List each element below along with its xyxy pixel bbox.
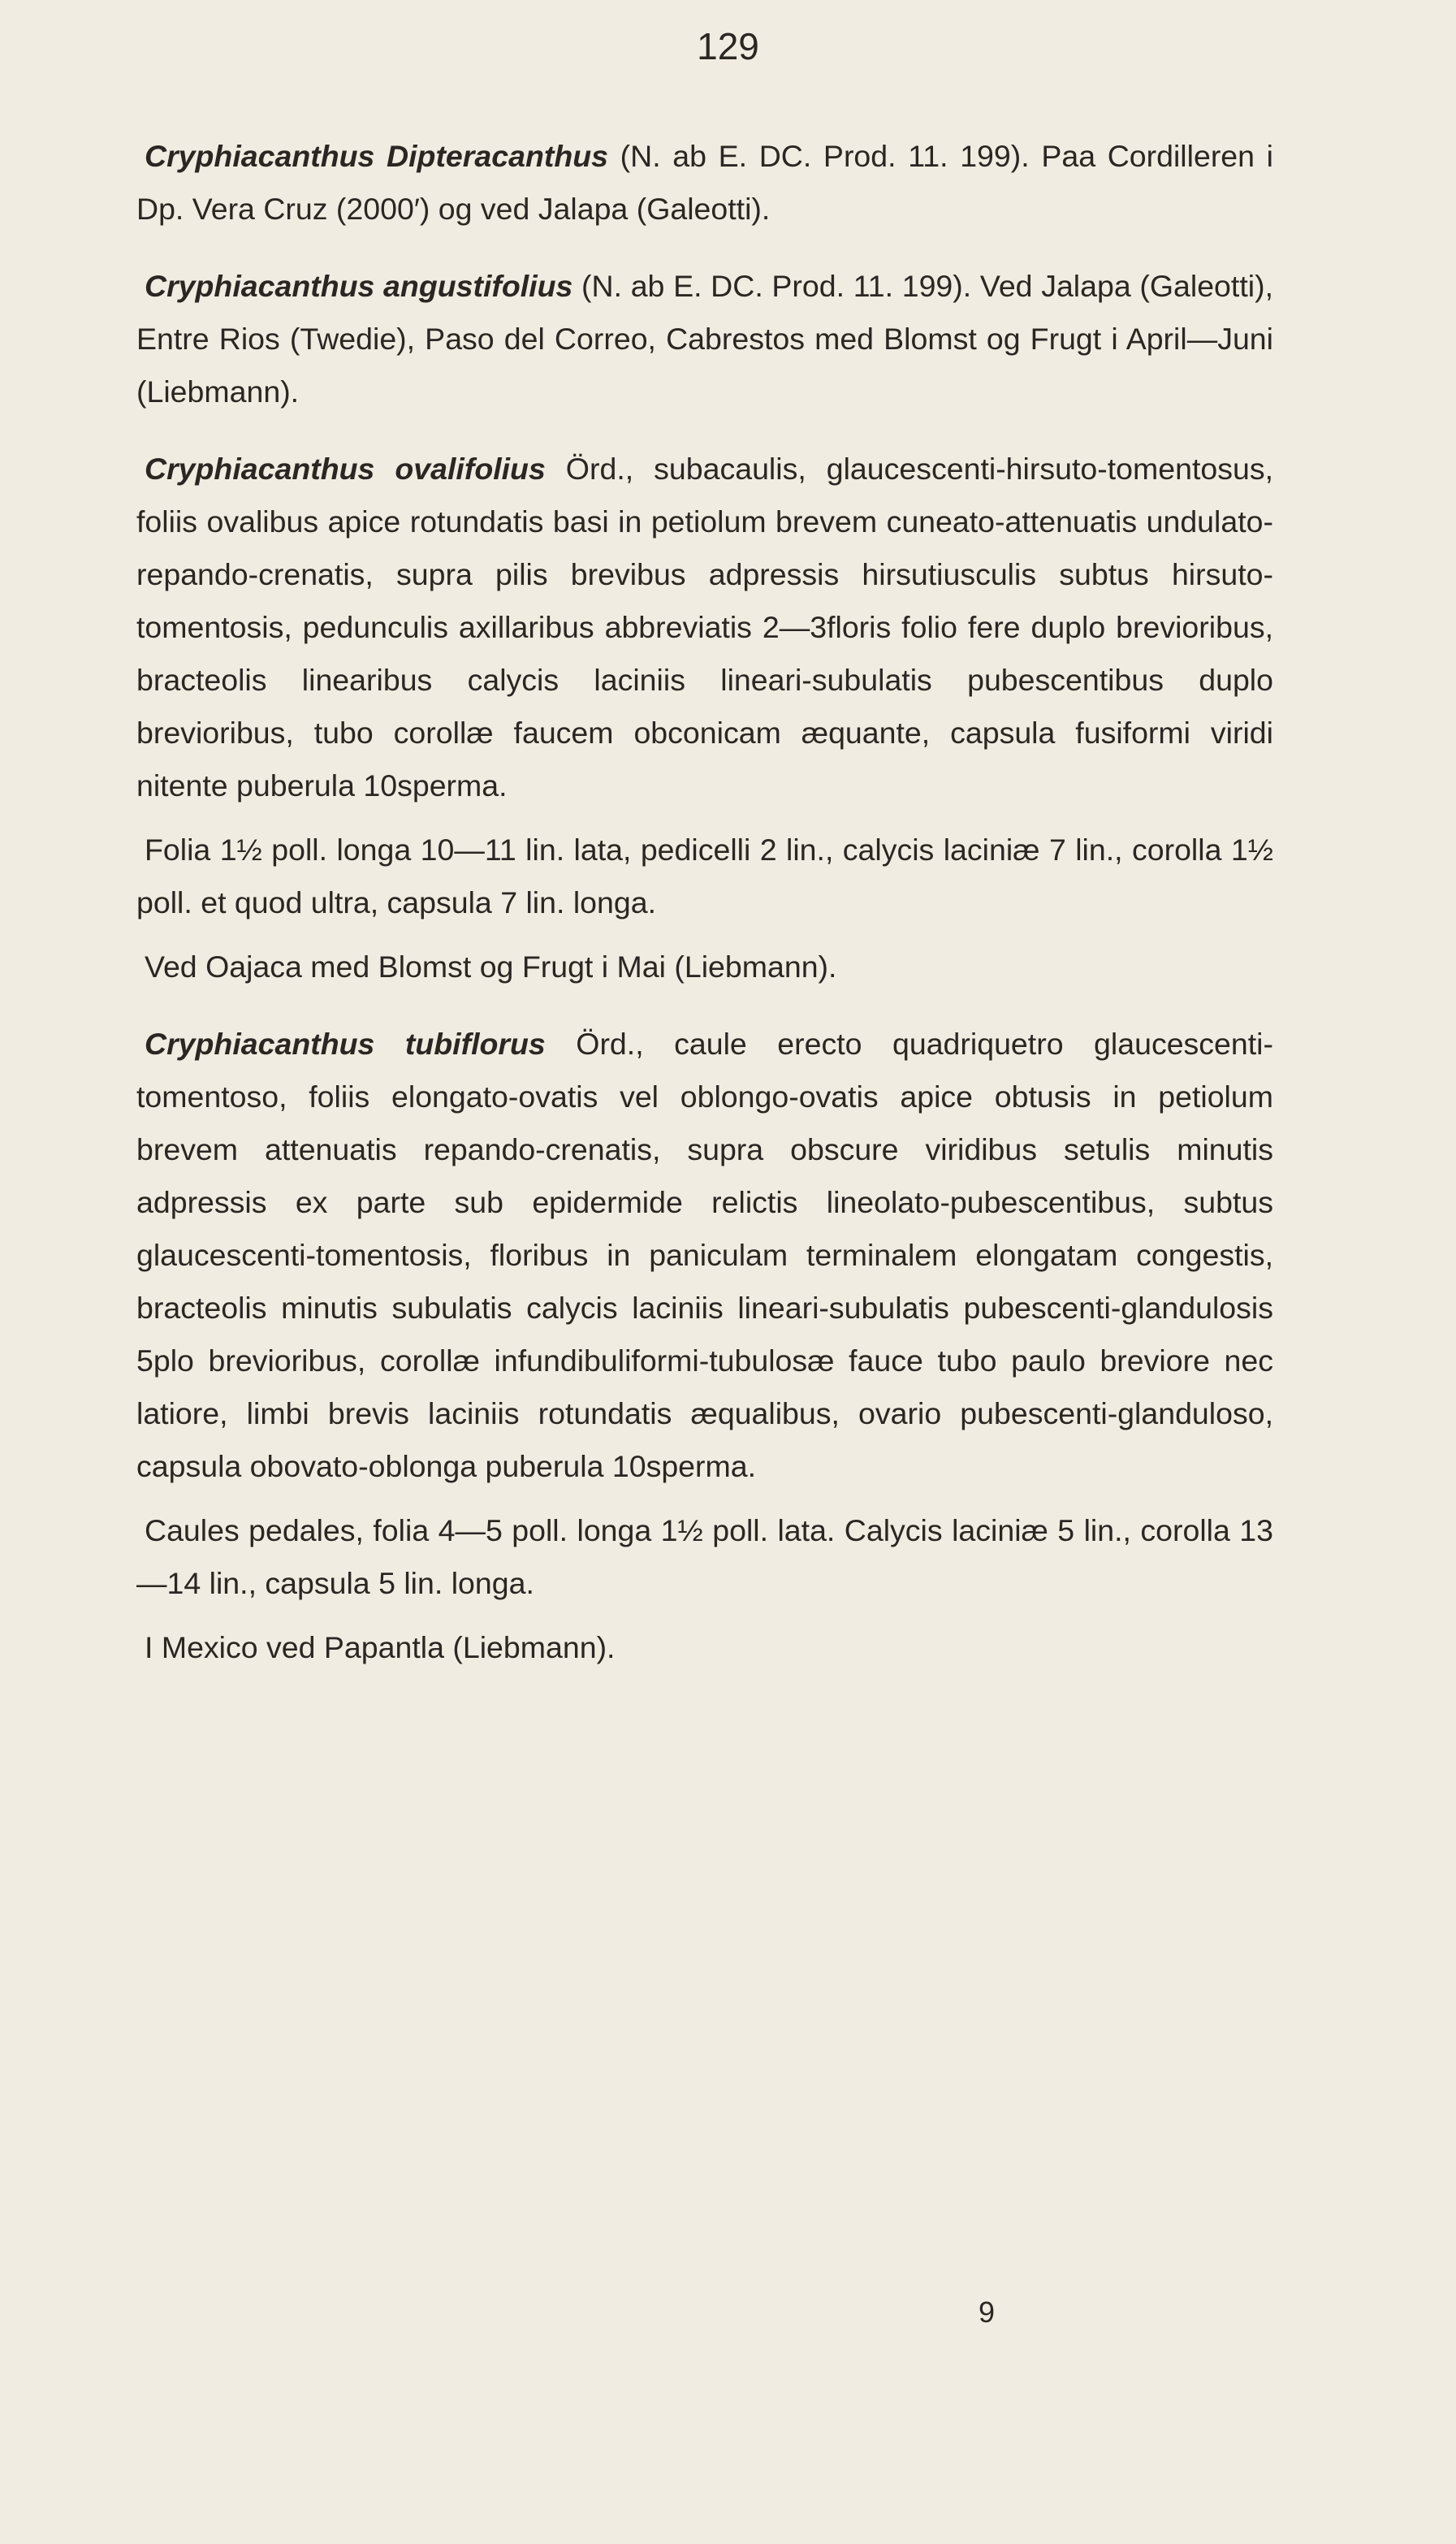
species-name: Cryphiacanthus angustifolius [145, 269, 573, 303]
text-body [136, 130, 1273, 1674]
entry-tubiflorus [136, 1018, 1273, 1674]
species-name: Cryphiacanthus tubiflorus [145, 1027, 546, 1061]
entry-measurements: Folia 1½ poll. longa 10—11 lin. lata, pedicelli 2 lin., calycis laciniæ 7 lin., corolla 1½ poll. et quod ultra, capsula 7 lin. longa. [136, 833, 1273, 919]
entry-paragraph [136, 260, 1273, 418]
species-citation: (N. ab E. DC. Prod. 11. 199). [608, 139, 1030, 173]
entry-locality: I Mexico ved Papantla (Liebmann). [145, 1630, 616, 1664]
entry-locality: Ved Oajaca med Blomst og Frugt i Mai (Liebmann). [145, 950, 837, 984]
entry-paragraph [136, 130, 1273, 236]
entry-measurements: Caules pedales, folia 4—5 poll. longa 1½ poll. lata. Calycis laciniæ 5 lin., corolla 13—14 lin., capsula 5 lin. longa. [136, 1513, 1273, 1600]
entry-diagnosis [136, 1018, 1273, 1493]
species-locality: Paa Cordilleren i Dp. Vera Cruz (2000′) og ved Jalapa (Galeotti). [136, 139, 1273, 226]
species-diagnosis: Örd., subacaulis, glaucescenti-hirsuto-tomentosus, foliis ovalibus apice rotundatis basi in petiolum brevem cuneato-attenuatis undulato-repando-crenatis, supra pilis brevibus adpressis hirsutiusculis subtus hirsuto-tomentosis, pedunculis axillaribus abbreviatis 2—3floris folio fere duplo brevioribus, bracteolis linearibus calycis laciniis lineari-subulatis pubescentibus duplo brevioribus, tubo corollæ faucem obconicam æquante, capsula fusiformi viridi nitente puberula 10sperma. [136, 452, 1273, 803]
species-name: Cryphiacanthus Dipteracanthus [145, 139, 609, 173]
species-name: Cryphiacanthus ovalifolius [145, 452, 546, 486]
entry-dipteracanthus [136, 130, 1273, 236]
page-number: 129 [697, 25, 759, 67]
species-diagnosis: Örd., caule erecto quadriquetro glaucescenti-tomentoso, foliis elongato-ovatis vel oblongo-ovatis apice obtusis in petiolum brevem attenuatis repando-crenatis, supra obscure viridibus setulis minutis adpressis ex parte sub epidermide relictis lineolato-pubescentibus, subtus glaucescenti-tomentosis, floribus in paniculam terminalem elongatam congestis, bracteolis minutis subulatis calycis laciniis lineari-subulatis pubescenti-glandulosis 5plo brevioribus, corollæ infundibuliformi-tubulosæ fauce tubo paulo breviore nec latiore, limbi brevis laciniis rotundatis æqualibus, ovario pubescenti-glanduloso, capsula obovato-oblonga puberula 10sperma. [136, 1027, 1273, 1483]
entry-ovalifolius [136, 443, 1273, 993]
entry-angustifolius [136, 260, 1273, 418]
species-locality: Ved Jalapa (Galeotti), Entre Rios (Twedie), Paso del Correo, Cabrestos med Blomst og Frugt i April—Juni (Liebmann). [136, 269, 1273, 409]
species-citation: (N. ab E. DC. Prod. 11. 199). [572, 269, 972, 303]
signature-mark: 9 [979, 2295, 996, 2329]
entry-diagnosis [136, 443, 1273, 812]
